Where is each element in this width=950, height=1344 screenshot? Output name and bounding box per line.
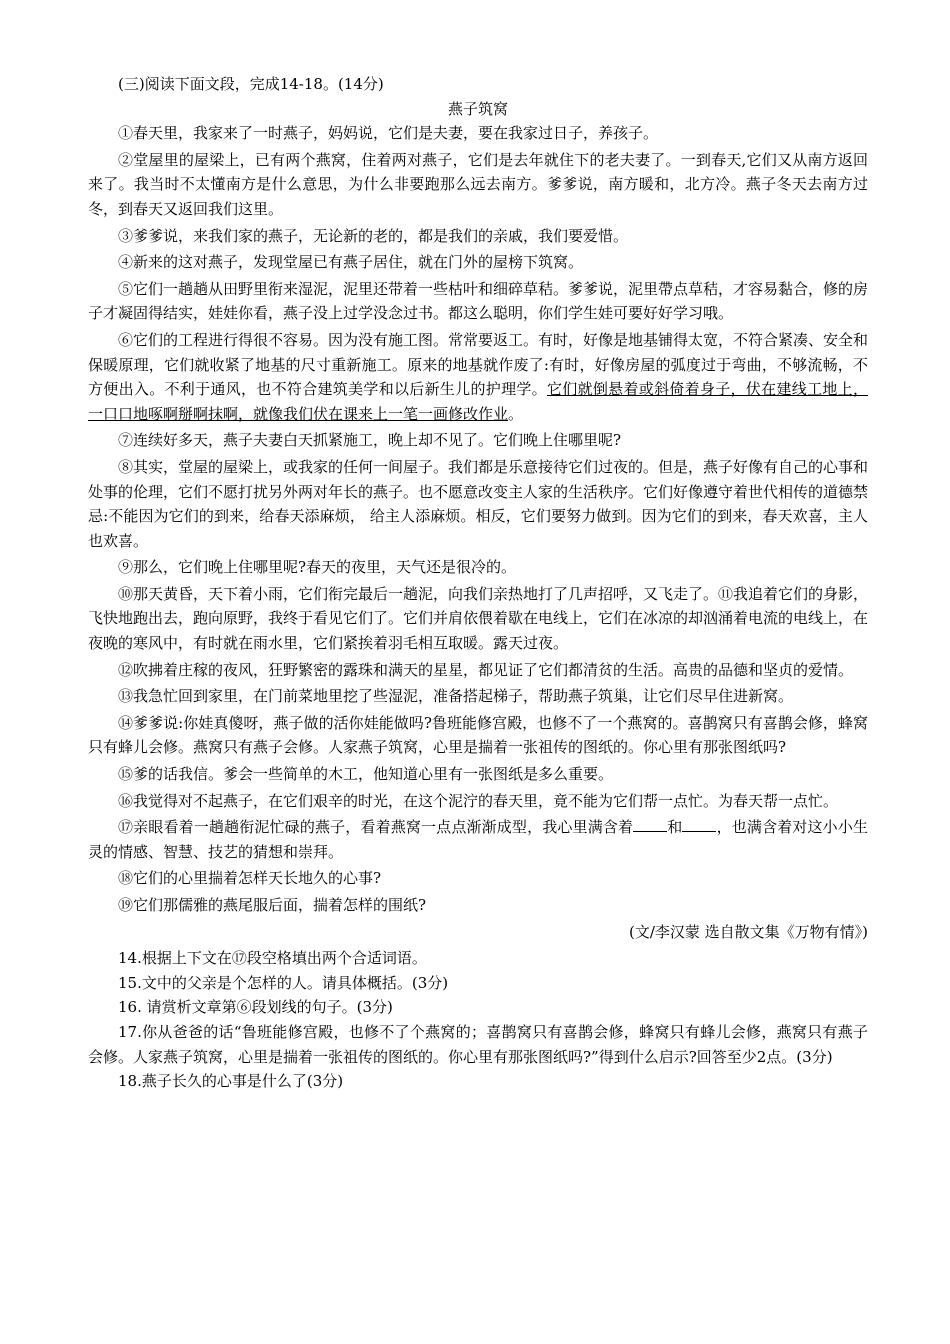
- question-14: 14.根据上下文在⑰段空格填出两个合适词语。: [118, 949, 427, 968]
- question-15: 15.文中的父亲是个怎样的人。请具体概括。(3分): [118, 973, 449, 992]
- paragraph-19: ⑲它们那儒雅的燕尾服后面，揣着怎样的围纸?: [118, 896, 427, 914]
- fill-blank-1: [633, 817, 667, 832]
- exam-page: [88, 72, 868, 1094]
- paragraph-16: ⑯我觉得对不起燕子，在它们艰辛的时光，在这个泥泞的春天里，竟不能为它们帮一点忙。为春天帮一点忙。: [118, 791, 839, 810]
- paragraph-5: ⑤它们一趟趟从田野里衔来湿泥，泥里还带着一些枯叶和细碎草秸。爹爹说，泥里帶点草秸，才容易黏合，修的房子才凝固得结实，娃娃你看，燕子没上过学没念过书。都这么聪明，你们学生娃可要好好学习哦。: [88, 279, 869, 323]
- fill-blank-2: [682, 817, 716, 832]
- paragraph-14: ⑭爹爹说:你娃真傻呀，燕子做的活你娃能做吗?鲁班能修宫殿，也修不了一个燕窝的。喜鹊窝只有喜鹊会修，蜂窝只有蜂儿会修。燕窝只有燕子会修。人家燕子筑窝，心里是揣着一张祖传的图纸的。你心里有那张图纸吗?: [88, 713, 868, 757]
- paragraph-10: ⑩那天黄昏，天下着小雨，它们衔完最后一趟泥，向我们亲热地打了几声招呼，又飞走了。⑪我追着它们的身影，飞快地跑出去，跑向原野，我终于看见它们了。它们并肩依偎着歇在电线上，它们在冰凉的却汹涌着电流的电线上，在夜晚的寒风中，有时就在雨水里，它们紧挨着羽毛相互取暖。露天过夜。: [88, 584, 869, 653]
- paragraph-17-and: 和: [667, 818, 683, 837]
- paragraph-8: ⑧其实，堂屋的屋梁上，或我家的任何一间屋子。我们都是乐意接待它们过夜的。但是，燕子好像有自己的心事和处事的伦理，它们不愿打扰另外两对年长的燕子。也不愿意改变主人家的生活秩序。它们好像遵守着世代相传的道德禁忌:不能因为它们的到来，给春天添麻烦， 给主人添麻烦。相反，它们要努力做到。因为它们的到来，春天欢喜，主人也欢喜。: [88, 457, 869, 550]
- paragraph-17: [88, 815, 868, 864]
- paragraph-9: ⑨那么，它们晚上住哪里呢?春天的夜里，天气还是很冷的。: [118, 558, 517, 577]
- section-heading: (三)阅读下面文段，完成14-18。(14分): [118, 75, 384, 93]
- paragraph-13: ⑬我急忙回到家里，在门前菜地里挖了些湿泥，准备搭起梯子，帮助燕子筑巢，让它们尽早住进新窝。: [118, 687, 794, 706]
- paragraph-12: ⑫吹拂着庄稼的夜风，狂野繁密的露珠和满天的星星，都见证了它们都清贫的生活。高贵的品德和坚贞的爱情。: [118, 660, 854, 679]
- question-16: 16. 请赏析文章第⑥段划线的句子。(3分): [118, 998, 393, 1017]
- paragraph-7: ⑦连续好多天，燕子夫妻白天抓紧施工，晚上却不见了。它们晚上住哪里呢?: [118, 431, 622, 450]
- article-title: 燕子筑窝: [447, 99, 508, 118]
- paragraph-3: ③爹爹说，来我们家的燕子，无论新的老的，都是我们的亲戚，我们要爱惜。: [118, 226, 629, 245]
- question-18: 18.燕子长久的心事是什么了(3分): [118, 1072, 344, 1091]
- paragraph-18: ⑱它们的心里揣着怎样天长地久的心事?: [118, 869, 382, 888]
- paragraph-1: ①春天里，我家来了一时燕子，妈妈说，它们是夫妻，要在我家过日子，养孩子。: [118, 124, 659, 143]
- paragraph-17-part2: ，也满含着对这小小生灵的情感、智慧、技艺的猜想和崇拜。: [88, 818, 868, 861]
- paragraph-2: ②堂屋里的屋梁上，已有两个燕窝，住着两对燕子，它们是去年就住下的老夫妻了。一到春天,它们又从南方返回来了。我当时不太懂南方是什么意思，为什么非要跑那么远去南方。爹爹说，南方暖和，北方冷。燕子冬天去南方过冬，到春天又返回我们这里。: [88, 150, 868, 218]
- paragraph-4: ④新来的这对燕子，发现堂屋已有燕子居住，就在门外的屋榜下筑窝。: [118, 253, 584, 272]
- paragraph-6-text: ⑥它们的工程进行得很不容易。因为没有施工图。常常要返工。有时，好像是地基铺得太宽，不符合紧凑、安全和保暖原理，它们就收紧了地基的尺寸重新施工。原来的地基就作废了:有时，好像房屋的弧度过于弯曲，不够流畅，不方便出入。不利于通风，也不符合建筑美学和以后新生儿的护理学。: [88, 330, 869, 399]
- paragraph-6-tail: 。: [508, 404, 524, 423]
- paragraph-15: ⑮爹的话我信。爹会一些简单的木工，他知道心里有一张图纸是多么重要。: [118, 765, 614, 784]
- question-17: 17.你从爸爸的话“鲁班能修宫殿，也修不了个燕窝的；喜鹊窝只有喜鹊会修，蜂窝只有蜂儿会修，燕窝只有燕子会修。人家燕子筑窝，心里是揣着一张祖传的图纸的。你心里有那张图纸吗?”得到什么启示?回答至少2点。(3分): [88, 1022, 868, 1066]
- paragraph-6: [88, 328, 868, 426]
- paragraph-17-part1: ⑰亲眼看着一趟趟衔泥忙碌的燕子，看着燕窝一点点渐渐成型，我心里满含着: [118, 818, 634, 837]
- article-source: (文/李汉蒙 选自散文集《万物有情》): [628, 922, 868, 941]
- underlined-sentence: 它们就倒悬着或斜倚着身子，伏在建线工地上，一口口地啄啊掰啊抹啊，就像我们伏在课来上一笔一画修改作业: [88, 380, 868, 423]
